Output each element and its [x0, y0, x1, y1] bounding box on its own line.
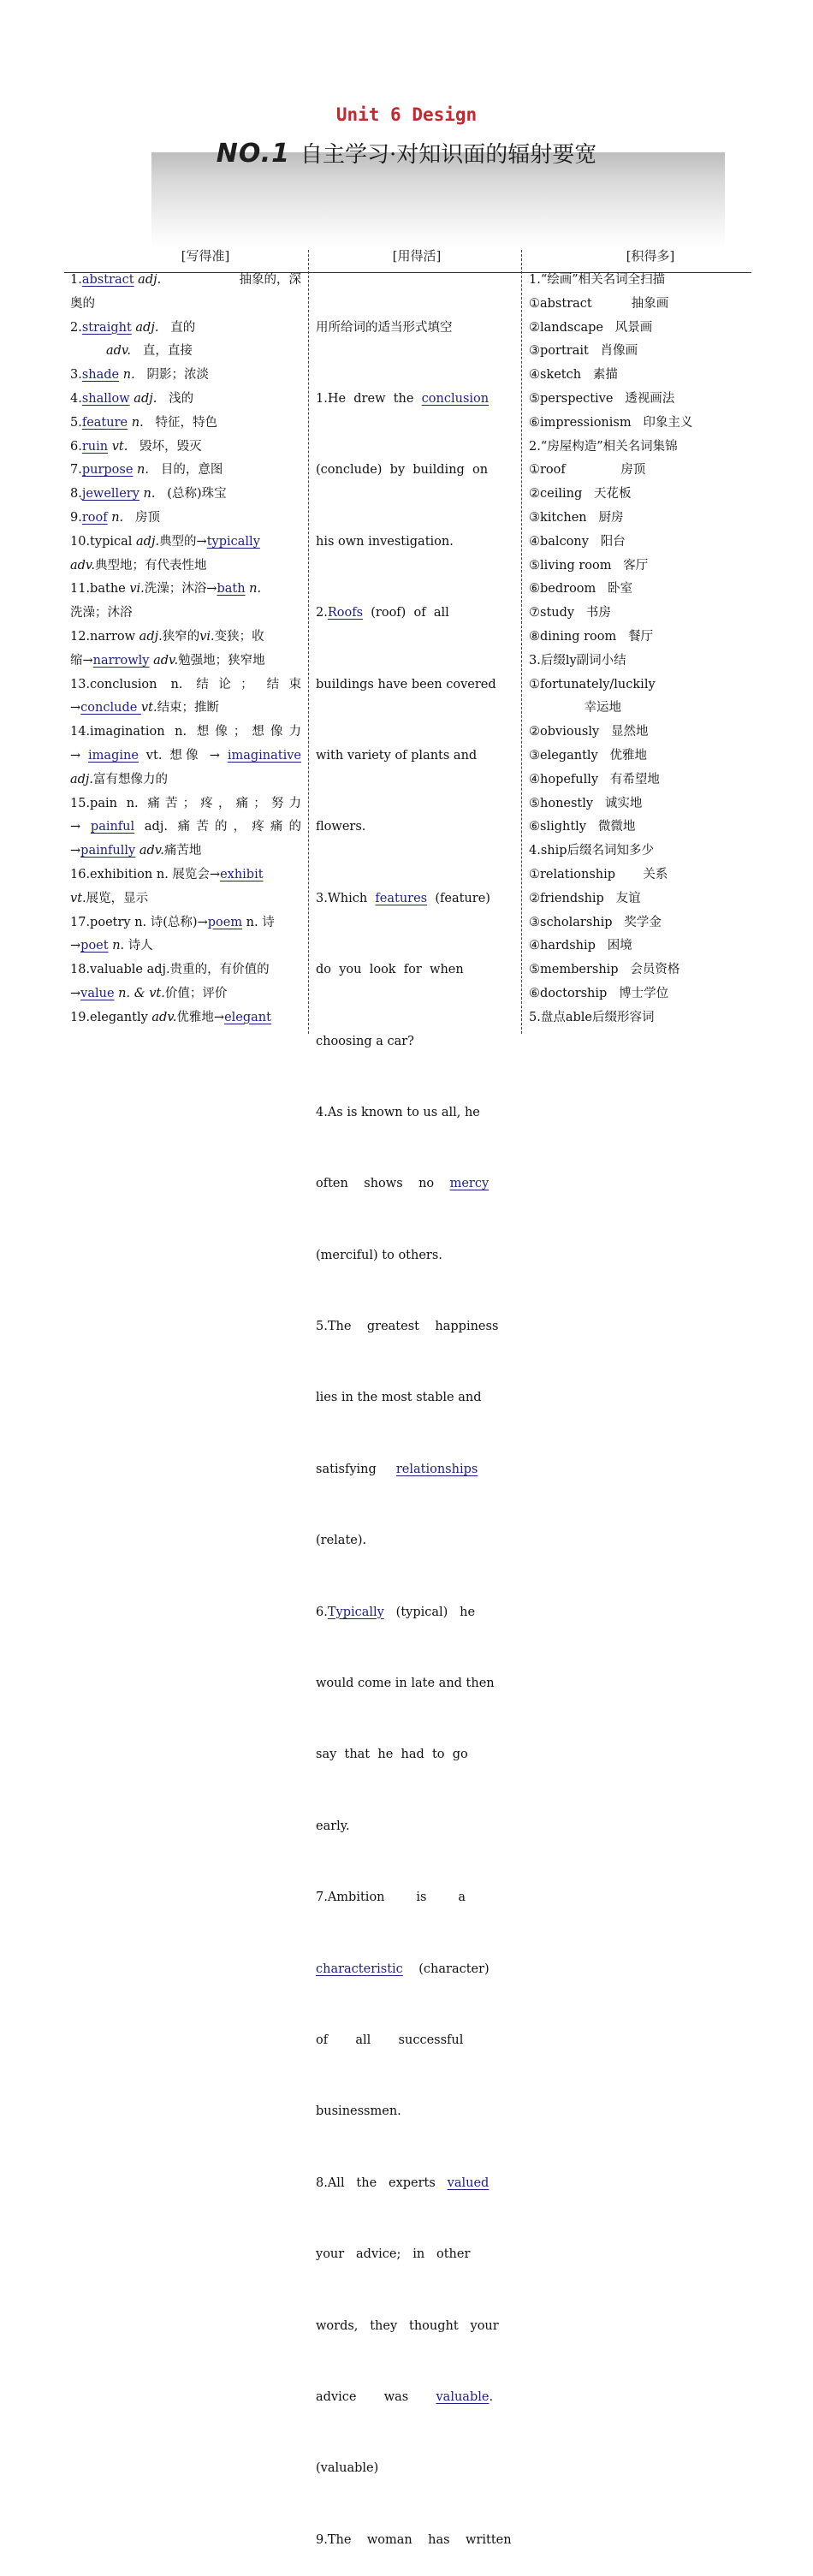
word-bank-line: ⑥bedroom 卧室 [529, 582, 633, 597]
column-headers [64, 246, 753, 270]
word-bank-line: ①fortunately/luckily [529, 677, 656, 691]
vocab-line: 4.shallow adj. 浅的 [70, 391, 194, 406]
exercise-line: lies in the most stable and [316, 1391, 482, 1405]
column-divider-1 [308, 250, 309, 1034]
exercise-line: (conclude) by building on [316, 463, 489, 478]
word-bank-line: ②landscape 风景画 [529, 320, 653, 335]
word-bank-line: ①roof 房顶 [529, 463, 646, 478]
column-header-2: [用得活] [392, 248, 442, 264]
vocab-line: 8.jewellery n. (总称)珠宝 [70, 487, 227, 502]
exercise-line: would come in late and then [316, 1677, 495, 1691]
vocab-line: 5.feature n. 特征，特色 [70, 415, 218, 430]
word-bank-line: ③scholarship 奖学金 [529, 915, 662, 929]
exercise-line: buildings have been covered [316, 677, 496, 691]
word-bank-line: ④hopefully 有希望地 [529, 772, 660, 786]
exercise-line: 用所给词的适当形式填空 [316, 320, 453, 335]
word-bank-line: 5.盘点able后缀形容词 [529, 1010, 655, 1024]
banner-text: 自主学习·对知识面的辐射要宽 [300, 142, 597, 168]
word-bank-line: ③kitchen 厨房 [529, 510, 624, 525]
word-bank-line: ⑦study 书房 [529, 606, 611, 620]
exercise-line: 8.All the experts valued [316, 2175, 490, 2190]
vocab-line: →poet n. 诗人 [70, 939, 153, 953]
exercise-line: 2.Roofs (roof) of all [316, 606, 449, 620]
exercise-line: your advice; in other [316, 2247, 471, 2262]
vocab-line: →value n. & vt.价值；评价 [70, 986, 228, 1000]
vocab-line: 1.abstract adj. 抽象的，深 [70, 273, 301, 287]
word-bank-line: ②obviously 显然地 [529, 725, 649, 739]
vocab-line: 10.typical adj.典型的→typically [70, 534, 260, 549]
word-bank-line: ⑤honestly 诚实地 [529, 796, 643, 810]
exercise-line: (merciful) to others. [316, 1248, 442, 1262]
exercise-line: 6.Typically (typical) he [316, 1605, 476, 1619]
exercise-line: early. [316, 1819, 350, 1833]
vocab-line: 缩→narrowly adv.勉强地；狭窄地 [70, 653, 265, 668]
column-header-1: [写得准] [181, 248, 230, 264]
word-bank-line: ③portrait 肖像画 [529, 344, 638, 359]
vocab-line: adv. 直，直接 [106, 344, 193, 359]
exercise-line: (relate). [316, 1534, 367, 1548]
word-bank-line: ④hardship 困境 [529, 939, 632, 953]
vocab-line: 19.elegantly adv.优雅地→elegant [70, 1010, 271, 1024]
exercise-line: words, they thought your [316, 2318, 499, 2333]
vocab-line: 洗澡；沐浴 [70, 606, 133, 620]
vocabulary-column [70, 269, 301, 1030]
exercise-line: 5.The greatest happiness [316, 1320, 499, 1334]
exercise-line: businessmen. [316, 2104, 401, 2119]
word-bank-line: ⑤membership 会员资格 [529, 963, 680, 977]
word-bank-line: ③elegantly 优雅地 [529, 748, 648, 763]
word-bank-line: 3.后缀ly副词小结 [529, 653, 626, 668]
unit-title: Unit 6 Design [335, 104, 478, 125]
word-bank-line: ⑧dining room 餐厅 [529, 629, 654, 644]
exercise-line: characteristic (character) [316, 1962, 490, 1976]
exercise-line: 1.He drew the conclusion [316, 391, 490, 406]
word-bank-line: ①abstract 抽象画 [529, 296, 669, 311]
word-bank-line: 幸运地 [529, 701, 622, 715]
word-bank-line: ⑥impressionism 印象主义 [529, 415, 693, 430]
word-bank-line: 2.“房屋构造”相关名词集锦 [529, 439, 678, 454]
column-header-3: [积得多] [626, 248, 675, 264]
exercise-line: his own investigation. [316, 534, 454, 549]
vocab-line: → imagine vt. 想像 → imaginative [70, 748, 301, 763]
exercise-line: often shows no mercy [316, 1177, 490, 1191]
exercise-line: satisfying relationships [316, 1462, 478, 1476]
exercise-line: flowers. [316, 820, 366, 834]
exercise-line: with variety of plants and [316, 748, 478, 763]
vocab-line: adv.典型地；有代表性地 [70, 558, 207, 573]
word-bank-line: ④balcony 阳台 [529, 534, 626, 549]
word-bank-line: ⑤perspective 透视画法 [529, 391, 675, 406]
vocab-line: 15.pain n. 痛苦；疼，痛；努力 [70, 796, 301, 810]
vocab-line: 11.bathe vi.洗澡；沐浴→bath n. [70, 582, 262, 597]
word-bank-line: 1.“绘画”相关名词全扫描 [529, 273, 666, 287]
vocab-line: 3.shade n. 阴影；浓淡 [70, 368, 210, 383]
vocab-line: 13.conclusion n. 结论； 结束 [70, 677, 301, 691]
word-bank-line: ⑥doctorship 博士学位 [529, 986, 669, 1000]
exercise-line: 4.As is known to us all, he [316, 1105, 480, 1119]
vocab-line: 9.roof n. 房顶 [70, 510, 160, 525]
vocab-line: 14.imagination n. 想像；想像力 [70, 725, 301, 739]
exercise-line: advice was valuable. [316, 2389, 494, 2404]
exercise-line: (valuable) [316, 2461, 379, 2476]
word-bank-line: ②ceiling 天花板 [529, 487, 632, 502]
vocab-line: 16.exhibition n. 展览会→exhibit [70, 867, 264, 881]
vocab-line: 2.straight adj. 直的 [70, 320, 196, 335]
exercise-line: 9.The woman has written [316, 2532, 512, 2547]
vocab-line: →conclude vt.结束；推断 [70, 701, 220, 715]
banner-heading [0, 137, 813, 169]
word-bank-column [529, 269, 753, 1030]
exercise-line: do you look for when [316, 963, 464, 977]
exercise-line: of all successful [316, 2033, 464, 2047]
column-divider-2 [521, 250, 522, 1034]
vocab-line: 7.purpose n. 目的，意图 [70, 463, 223, 478]
vocab-line: 6.ruin vt. 毁坏，毁灭 [70, 439, 202, 454]
exercise-line: 7.Ambition is a [316, 1890, 466, 1905]
word-bank-line: ②friendship 友谊 [529, 891, 641, 905]
word-bank-line: ⑤living room 客厅 [529, 558, 649, 573]
word-bank-line: 4.ship后缀名词知多少 [529, 844, 655, 858]
vocab-line: 12.narrow adj.狭窄的vi.变狭；收 [70, 629, 264, 644]
vocab-line: 17.poetry n. 诗(总称)→poem n. 诗 [70, 915, 275, 929]
banner-number: NO.1 [216, 139, 290, 169]
word-bank-line: ④sketch 素描 [529, 368, 618, 383]
vocab-line: → painful adj. 痛苦的，疼痛的 [70, 820, 302, 834]
vocab-line: →painfully adv.痛苦地 [70, 844, 202, 858]
vocab-line: 18.valuable adj.贵重的，有价值的 [70, 963, 270, 977]
exercise-line: say that he had to go [316, 1748, 468, 1762]
word-bank-line: ⑥slightly 微微地 [529, 820, 636, 834]
exercise-column [316, 269, 515, 2576]
exercise-line: choosing a car? [316, 1034, 414, 1048]
vocab-line: vt.展览，显示 [70, 891, 149, 905]
vocab-line: 奥的 [70, 296, 95, 311]
word-bank-line: ①relationship 关系 [529, 867, 668, 881]
vocab-line: adj.富有想像力的 [70, 772, 169, 786]
exercise-line: 3.Which features (feature) [316, 891, 490, 905]
